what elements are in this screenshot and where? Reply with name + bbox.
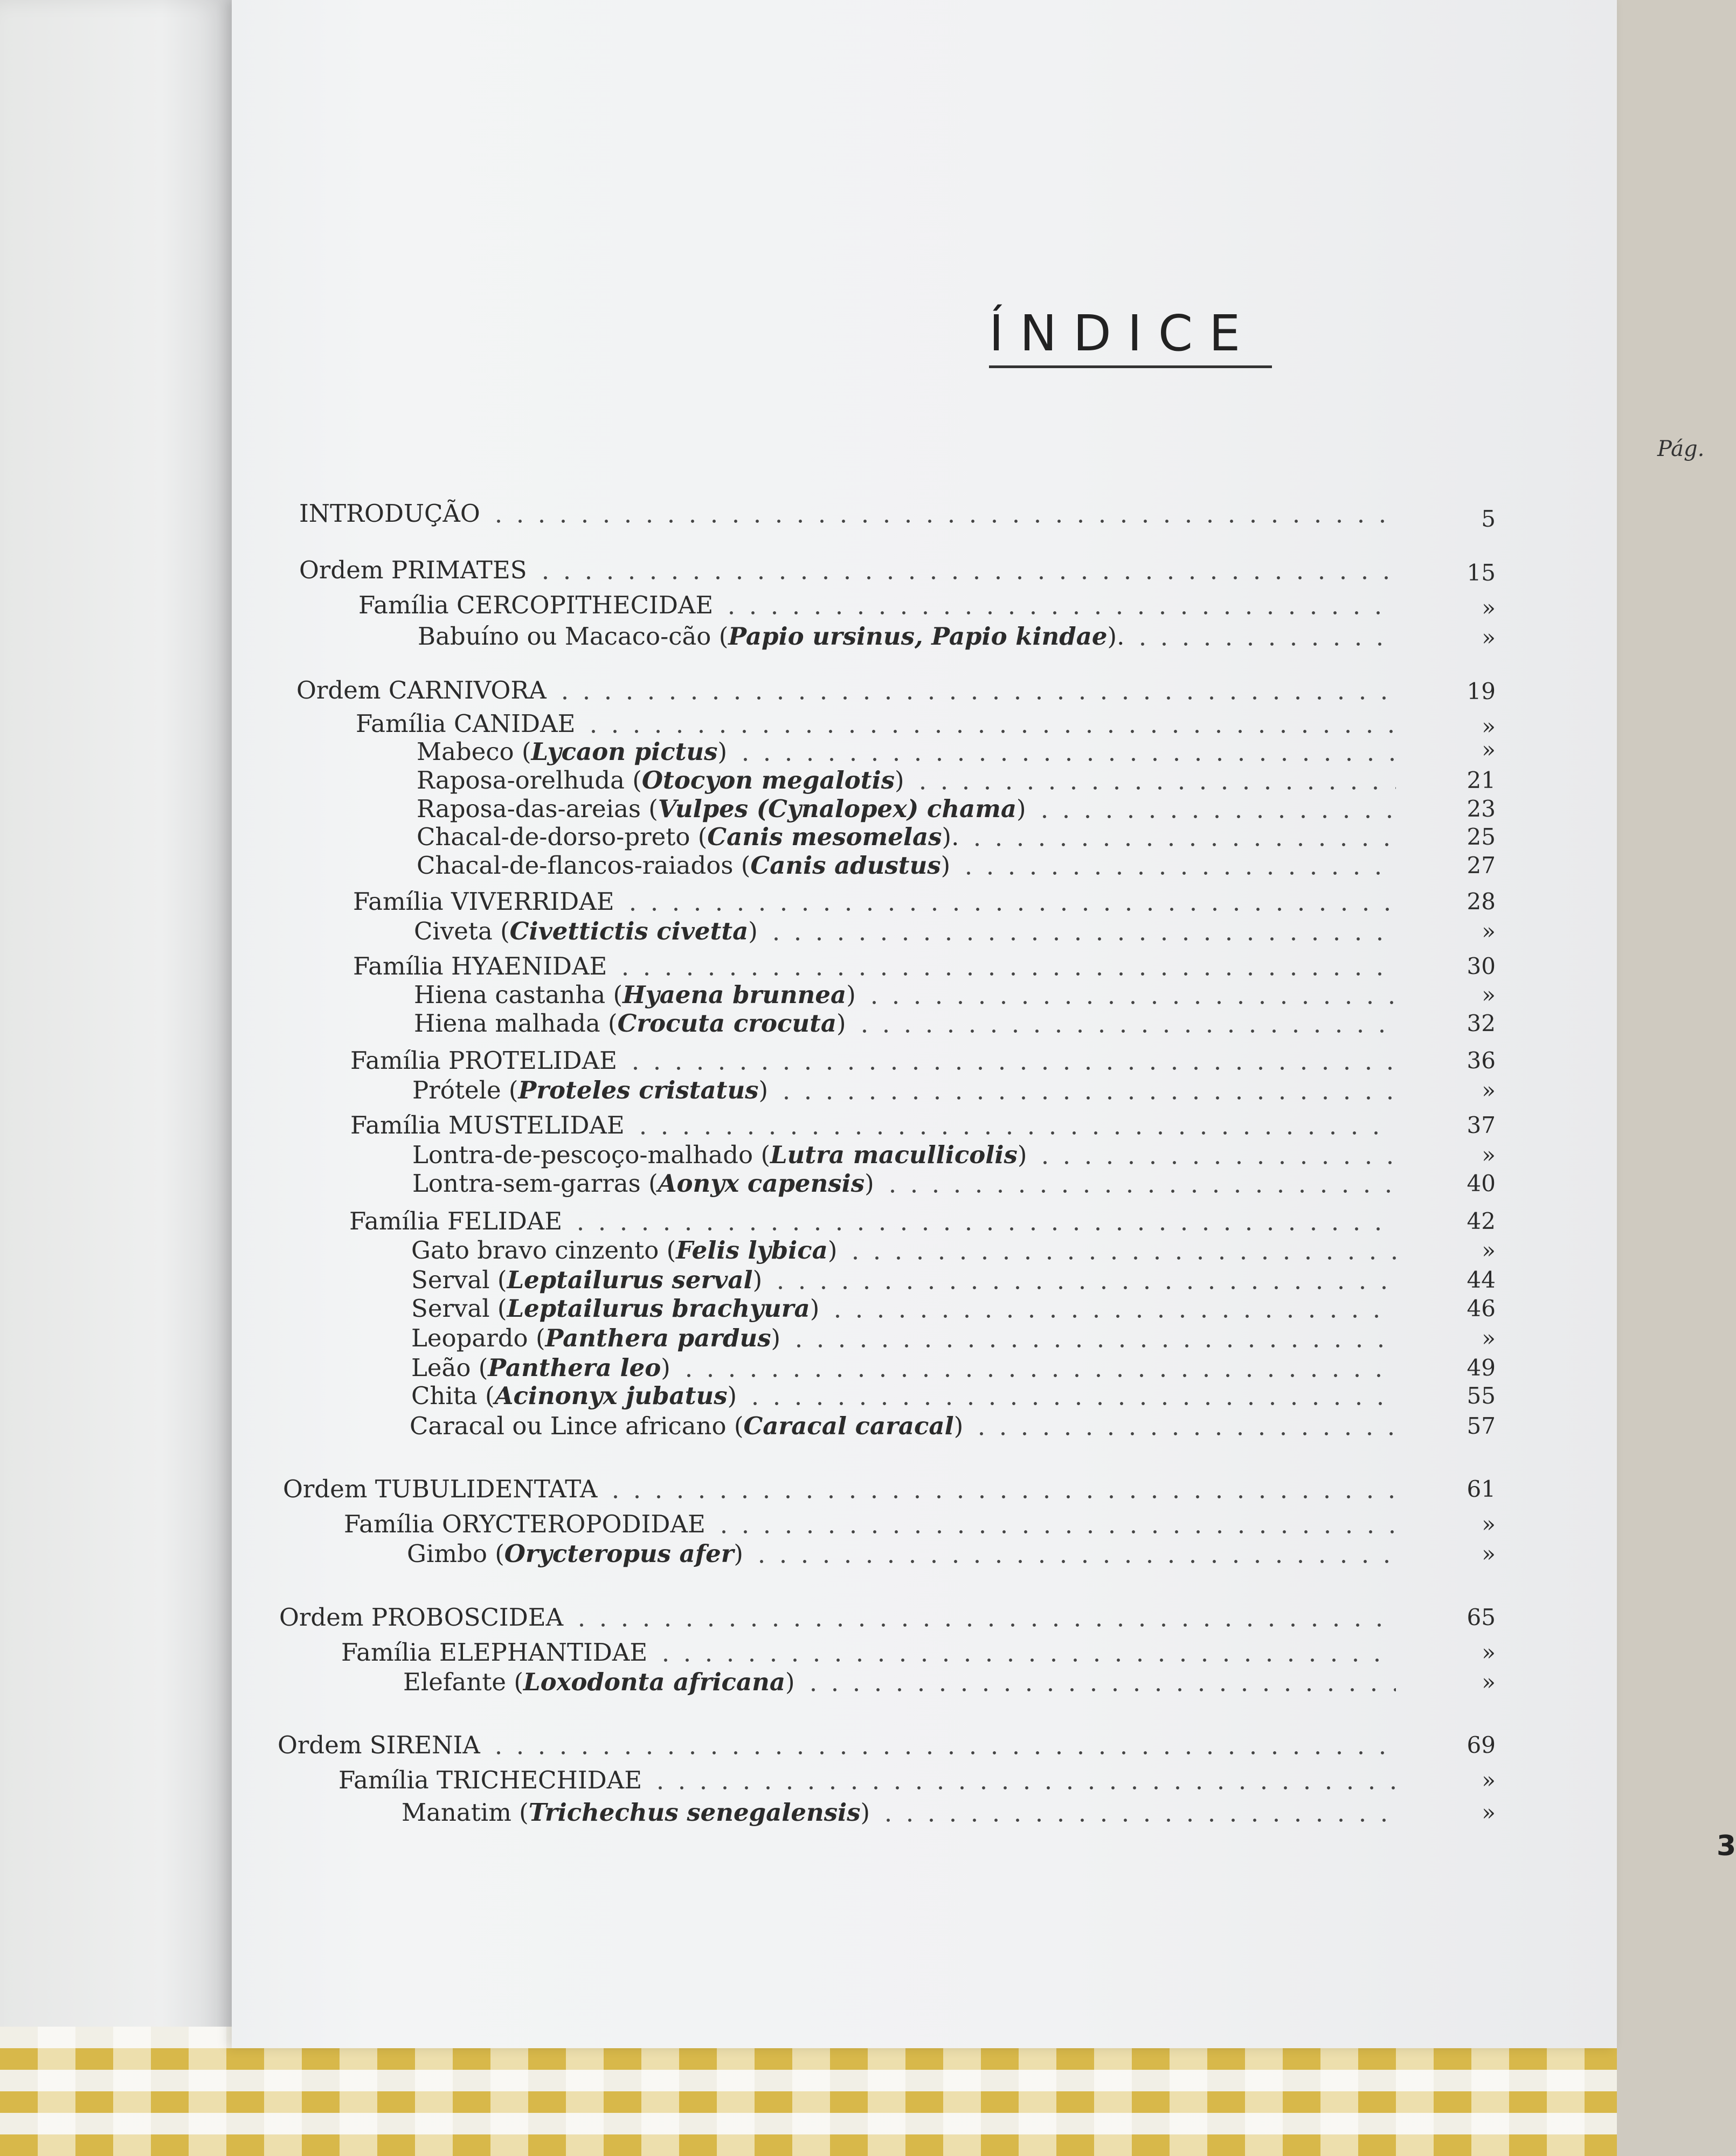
toc-entry-title: Raposa-das-areias (: [417, 794, 658, 823]
leader-dots: [570, 1216, 1396, 1232]
leader-dots: [605, 1484, 1396, 1500]
toc-entry-title: Família ORYCTEROPODIDAE: [344, 1510, 706, 1538]
toc-entry-scientific-name: Caracal caracal: [743, 1412, 954, 1440]
toc-entry-page: »: [1482, 1669, 1496, 1695]
toc-entry: [353, 889, 1396, 914]
toc-entry-page: »: [1482, 1639, 1496, 1666]
toc-entry-tail: ): [836, 1009, 846, 1038]
toc-entry: [299, 558, 1396, 582]
leader-dots: [488, 508, 1396, 524]
toc-entry-label: [417, 825, 966, 849]
page-title: ÍNDICE: [989, 305, 1257, 362]
toc-entry: [349, 1209, 1396, 1233]
toc-entry-page: 40: [1467, 1170, 1496, 1197]
leader-dots: [649, 1775, 1396, 1791]
toc-entry: [417, 825, 1396, 849]
toc-entry-page: 15: [1467, 559, 1496, 586]
toc-entry-page: »: [1482, 713, 1496, 740]
leader-dots: [535, 565, 1396, 581]
toc-entry: [411, 1381, 1396, 1410]
toc-entry-scientific-name: Leptailurus brachyura: [507, 1294, 810, 1323]
leader-dots: [554, 685, 1396, 701]
leader-dots: [632, 1120, 1396, 1136]
toc-entry-title: Chita (: [411, 1381, 495, 1410]
toc-entry: [418, 622, 1396, 651]
toc-entry-label: [411, 1238, 845, 1262]
toc-entry-tail: ): [771, 1324, 781, 1352]
toc-entry-title: Família ELEPHANTIDAE: [341, 1638, 648, 1667]
toc-entry-page: 65: [1467, 1604, 1496, 1630]
show-through-ghost: [0, 636, 162, 819]
toc-entry-page: »: [1482, 1237, 1496, 1263]
toc-entry-title: Leão (: [411, 1353, 488, 1382]
toc-entry-label: [407, 1539, 751, 1568]
toc-entry-title: Família TRICHECHIDAE: [338, 1766, 642, 1794]
toc-entry-label: [299, 558, 535, 582]
toc-entry-scientific-name: Proteles cristatus: [518, 1076, 759, 1104]
toc-entry: [407, 1539, 1396, 1568]
toc-entry: [350, 1113, 1396, 1137]
toc-entry-scientific-name: Vulpes (Cynalopex) chama: [658, 794, 1016, 823]
toc-entry-title: Ordem SIRENIA: [278, 1731, 480, 1759]
toc-entry-title: Babuíno ou Macaco-cão (: [418, 622, 729, 651]
toc-entry-title: Família VIVERRIDAE: [353, 887, 614, 916]
leader-dots: [751, 1549, 1396, 1565]
leader-dots: [1034, 1150, 1396, 1166]
leader-dots: [571, 1612, 1396, 1628]
toc-entry-page: 25: [1467, 824, 1496, 850]
toc-entry-tail: ): [810, 1294, 820, 1323]
leader-dots: [845, 1245, 1396, 1261]
toc-entry-scientific-name: Otocyon megalotis: [641, 766, 895, 794]
toc-entry: [299, 501, 1396, 526]
toc-entry-tail: ): [827, 1236, 838, 1264]
toc-entry: [402, 1800, 1396, 1825]
toc-entry-page: »: [1482, 595, 1496, 621]
toc-entry-scientific-name: Civettictis civetta: [509, 917, 749, 945]
toc-entry: [414, 980, 1396, 1009]
toc-entry: [356, 711, 1396, 736]
leader-dots: [655, 1647, 1396, 1663]
leader-dots: [788, 1333, 1396, 1349]
toc-entry: [417, 851, 1396, 880]
toc-entry-page: 37: [1467, 1112, 1496, 1138]
toc-entry-label: [353, 954, 614, 978]
leader-dots: [625, 1055, 1396, 1072]
toc-entry-page: 36: [1467, 1047, 1496, 1074]
toc-entry: [412, 1143, 1396, 1167]
toc-entry-page: »: [1482, 736, 1496, 763]
toc-entry-tail: ): [895, 766, 904, 794]
toc-entry-scientific-name: Canis adustus: [750, 851, 941, 880]
leader-dots: [827, 1303, 1396, 1319]
toc-entry-scientific-name: Papio ursinus, Papio kindae: [728, 622, 1108, 651]
toc-entry-scientific-name: Trichechus senegalensis: [528, 1798, 861, 1827]
toc-entry-page: 42: [1467, 1208, 1496, 1234]
toc-entry-label: [283, 1477, 605, 1501]
toc-entry-label: [356, 711, 583, 736]
toc-entry-tail: ): [752, 1266, 763, 1294]
toc-entry-label: [417, 794, 1034, 823]
toc-entry: [344, 1512, 1396, 1536]
toc-entry-label: [299, 501, 488, 526]
toc-entry-label: [410, 1414, 971, 1438]
toc-entry-tail: ): [661, 1353, 670, 1382]
toc-entry-scientific-name: Aonyx capensis: [658, 1169, 865, 1198]
toc-entry-title: INTRODUÇÃO: [299, 499, 480, 528]
toc-entry-tail: ): [717, 737, 727, 766]
left-page-edge: [0, 0, 232, 2064]
toc-entry-label: [338, 1768, 649, 1792]
toc-entry-title: Prótele (: [412, 1076, 518, 1104]
page-column-header: Pág.: [1657, 437, 1705, 461]
toc-entry-page: »: [1482, 624, 1496, 651]
toc-entry-scientific-name: Lutra macullicolis: [770, 1141, 1018, 1169]
toc-entry-label: [341, 1638, 655, 1667]
leader-dots: [877, 1807, 1396, 1823]
leader-dots: [721, 600, 1396, 616]
toc-entry-title: Chacal-de-dorso-preto (: [417, 823, 708, 851]
toc-entry-page: 5: [1481, 506, 1496, 532]
toc-entry-title: Família HYAENIDAE: [353, 952, 607, 980]
leader-dots: [614, 961, 1396, 977]
toc-entry-title: Gimbo (: [407, 1539, 504, 1568]
toc-entry-label: [411, 1296, 827, 1321]
toc-entry-label: [411, 1353, 678, 1382]
leader-dots: [1034, 804, 1396, 820]
toc-entry-title: Gato bravo cinzento (: [411, 1236, 676, 1264]
toc-entry-page: »: [1482, 1799, 1496, 1826]
toc-entry: [341, 1638, 1396, 1667]
toc-entry-title: Família FELIDAE: [349, 1207, 563, 1235]
toc-entry-title: Serval (: [411, 1294, 507, 1323]
page-number: 3: [1717, 1830, 1736, 1862]
toc-entry: [358, 593, 1396, 617]
toc-entry-title: Ordem TUBULIDENTATA: [283, 1475, 598, 1503]
leader-dots: [744, 1391, 1396, 1407]
toc-entry-page: 46: [1467, 1295, 1496, 1322]
toc-entry-tail: ): [860, 1798, 870, 1827]
leader-dots: [882, 1178, 1396, 1194]
toc-entry-label: [417, 851, 958, 880]
toc-entry: [417, 737, 1396, 766]
toc-entry-title: Ordem PRIMATES: [299, 556, 527, 584]
toc-entry-title: Lontra-de-pescoço-malhado (: [412, 1141, 771, 1169]
leader-dots: [622, 896, 1396, 913]
toc-entry-title: Família CANIDAE: [356, 709, 576, 738]
toc-entry-tail: ): [953, 1412, 964, 1440]
toc-entry-label: [279, 1603, 571, 1632]
toc-entry-title: Civeta (: [414, 917, 510, 945]
toc-entry-page: »: [1482, 1511, 1496, 1537]
toc-entry-scientific-name: Crocuta crocuta: [617, 1009, 837, 1038]
toc-entry-title: Lontra-sem-garras (: [412, 1169, 658, 1198]
toc-entry-title: Mabeco (: [417, 737, 531, 766]
toc-entry: [417, 768, 1396, 792]
leader-dots: [765, 926, 1396, 942]
toc-entry-tail: ): [785, 1668, 795, 1696]
toc-entry-tail: ): [748, 917, 758, 945]
toc-entry: [414, 1009, 1396, 1038]
toc-entry: [338, 1768, 1396, 1792]
toc-entry-scientific-name: Leptailurus serval: [507, 1266, 753, 1294]
toc-entry-page: »: [1482, 1540, 1496, 1567]
leader-dots: [735, 747, 1396, 763]
toc-entry-label: [417, 768, 912, 792]
toc-entry: [411, 1296, 1396, 1321]
toc-entry-tail: ): [1016, 794, 1026, 823]
toc-entry-page: »: [1482, 1325, 1496, 1351]
toc-entry-title: Família PROTELIDAE: [350, 1046, 617, 1075]
toc-entry-tail: ): [1017, 1141, 1027, 1169]
toc-entry-tail: ): [864, 1169, 874, 1198]
toc-entry-label: [414, 1009, 854, 1038]
toc-entry-scientific-name: Lycaon pictus: [531, 737, 718, 766]
toc-entry: [278, 1733, 1396, 1757]
toc-entry-page: 49: [1467, 1355, 1496, 1381]
toc-entry-label: [417, 737, 735, 766]
leader-dots: [958, 860, 1396, 876]
toc-entry-scientific-name: Canis mesomelas: [707, 823, 942, 851]
toc-entry-scientific-name: Felis lybica: [676, 1236, 828, 1264]
toc-entry-page: 61: [1467, 1476, 1496, 1502]
toc-entry-page: 28: [1467, 888, 1496, 915]
leader-dots: [1132, 631, 1396, 647]
toc-entry-label: [296, 678, 554, 702]
leader-dots: [971, 1421, 1396, 1437]
toc-entry-scientific-name: Acinonyx jubatus: [494, 1381, 728, 1410]
toc-entry-label: [411, 1268, 770, 1292]
toc-entry-title: Caracal ou Lince africano (: [410, 1412, 744, 1440]
leader-dots: [776, 1085, 1396, 1101]
toc-entry-title: Chacal-de-flancos-raiados (: [417, 851, 751, 880]
toc-entry-page: 21: [1467, 767, 1496, 793]
toc-entry-page: 44: [1467, 1267, 1496, 1293]
book-page: [232, 0, 1736, 2048]
toc-entry-page: 57: [1467, 1413, 1496, 1439]
toc-entry-page: 30: [1467, 953, 1496, 979]
toc-entry-label: [350, 1048, 625, 1073]
toc-entry-label: [411, 1381, 744, 1410]
toc-entry-title: Hiena castanha (: [414, 980, 623, 1009]
toc-entry-page: 19: [1467, 678, 1496, 704]
toc-entry: [411, 1268, 1396, 1292]
leader-dots: [678, 1363, 1396, 1379]
toc-entry-tail: ): [846, 980, 856, 1009]
toc-entry: [350, 1048, 1396, 1073]
toc-entry-title: Hiena malhada (: [414, 1009, 618, 1038]
toc-entry-page: »: [1482, 982, 1496, 1008]
toc-entry-page: »: [1482, 918, 1496, 944]
toc-entry-scientific-name: Loxodonta africana: [523, 1668, 785, 1696]
toc-entry-title: Família CERCOPITHECIDAE: [358, 591, 714, 619]
toc-entry-page: »: [1482, 1767, 1496, 1793]
toc-entry-label: [350, 1113, 632, 1137]
toc-entry-title: Raposa-orelhuda (: [417, 766, 642, 794]
toc-entry-page: 32: [1467, 1010, 1496, 1036]
toc-entry-scientific-name: Panthera pardus: [545, 1324, 771, 1352]
toc-entry-scientific-name: Panthera leo: [488, 1353, 661, 1382]
leader-dots: [803, 1677, 1396, 1693]
toc-entry-label: [278, 1733, 488, 1757]
toc-entry: [411, 1326, 1396, 1350]
toc-entry: [410, 1414, 1396, 1438]
toc-entry-page: 27: [1467, 852, 1496, 879]
leader-dots: [966, 832, 1396, 848]
toc-entry-tail: ).: [942, 823, 959, 851]
toc-entry: [417, 794, 1396, 823]
toc-entry-page: 55: [1467, 1383, 1496, 1409]
toc-entry-label: [402, 1800, 877, 1825]
toc-entry-label: [344, 1512, 713, 1536]
title-underline: [989, 365, 1272, 368]
toc-entry: [283, 1477, 1396, 1501]
toc-entry-page: »: [1482, 1077, 1496, 1103]
toc-entry-label: [412, 1171, 882, 1196]
toc-entry-label: [414, 919, 765, 943]
toc-entry-label: [412, 1143, 1034, 1167]
toc-entry-label: [403, 1670, 803, 1694]
toc-entry-scientific-name: Orycteropus afer: [504, 1539, 734, 1568]
toc-entry-label: [411, 1326, 788, 1350]
leader-dots: [488, 1740, 1396, 1756]
leader-dots: [713, 1519, 1396, 1535]
toc-entry: [414, 919, 1396, 943]
toc-entry-label: [353, 889, 622, 914]
toc-entry-label: [418, 622, 1132, 651]
toc-entry-title: Elefante (: [403, 1668, 523, 1696]
toc-entry-label: [414, 980, 863, 1009]
toc-entry-title: Leopardo (: [411, 1324, 545, 1352]
toc-entry-label: [358, 593, 721, 617]
leader-dots: [912, 775, 1396, 791]
toc-entry-label: [412, 1078, 776, 1102]
toc-entry-tail: ).: [1107, 622, 1125, 651]
toc-entry-title: Família MUSTELIDAE: [350, 1111, 625, 1139]
toc-entry-title: Serval (: [411, 1266, 507, 1294]
toc-entry-tail: ): [758, 1076, 769, 1104]
toc-entry: [411, 1353, 1396, 1382]
toc-entry-page: 23: [1467, 796, 1496, 822]
toc-entry-label: [349, 1209, 570, 1233]
toc-entry-tail: ): [727, 1381, 737, 1410]
toc-entry-page: »: [1482, 1142, 1496, 1168]
toc-entry-page: 69: [1467, 1732, 1496, 1758]
toc-entry: [296, 678, 1396, 702]
toc-entry-title: Ordem CARNIVORA: [296, 676, 547, 704]
toc-entry: [403, 1670, 1396, 1694]
toc-entry: [412, 1078, 1396, 1102]
toc-entry: [279, 1603, 1396, 1632]
leader-dots: [770, 1275, 1396, 1291]
leader-dots: [863, 990, 1396, 1006]
toc-entry: [412, 1171, 1396, 1196]
toc-entry-title: Ordem PROBOSCIDEA: [279, 1603, 564, 1632]
toc-entry-tail: ): [940, 851, 951, 880]
leader-dots: [583, 718, 1396, 735]
toc-entry-tail: ): [734, 1539, 743, 1568]
toc-entry: [411, 1238, 1396, 1262]
leader-dots: [854, 1018, 1396, 1034]
toc-entry-title: Manatim (: [402, 1798, 529, 1827]
toc-entry-scientific-name: Hyaena brunnea: [623, 980, 847, 1009]
toc-entry: [353, 954, 1396, 978]
